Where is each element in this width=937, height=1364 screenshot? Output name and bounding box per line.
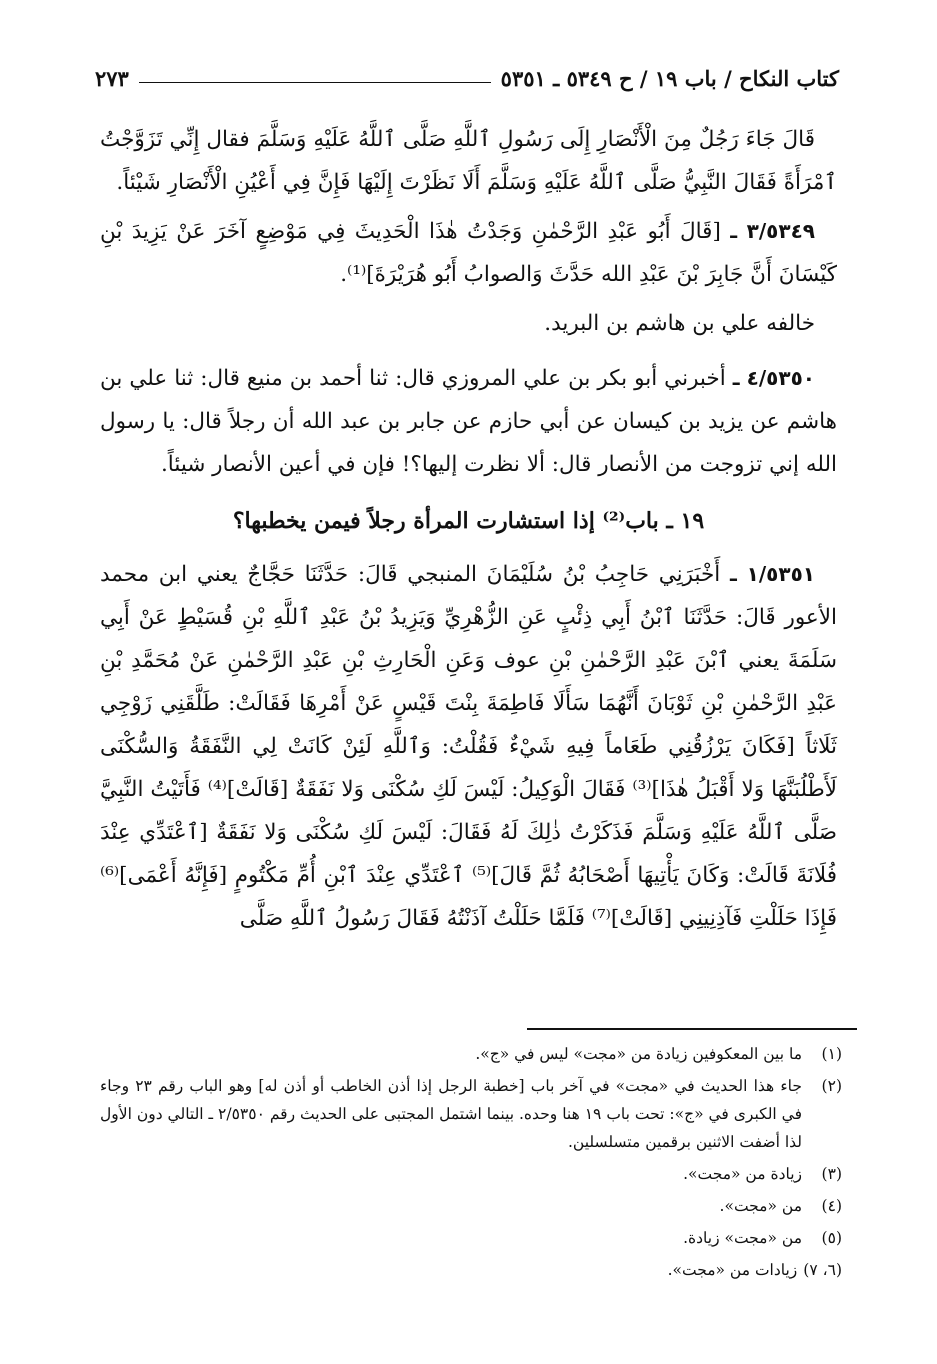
footnote <box>100 1072 842 1156</box>
footnote <box>100 1256 842 1284</box>
paragraph-text: خالفه علي بن هاشم بن البريد. <box>544 311 815 336</box>
footnote <box>100 1160 842 1188</box>
running-header <box>95 60 839 96</box>
paragraph-continuation <box>100 118 837 204</box>
paragraph-text: قَالَ جَاءَ رَجُلٌ مِنَ الْأَنْصَارِ إِلَى رَسُولِ ٱللَّهِ صَلَّى ٱللَّهُ عَلَيْهِ وَسَلَّمَ فقال إِنِّي تَزَوَّجْتُ ٱمْرَأَةً فَقَالَ النَّبِيُّ صَلَّى ٱللَّهُ عَلَيْهِ وَسَلَّمَ أَلَا نَظَرْتَ إِلَيْهَا فَإِنَّ فِي أَعْيُنِ الْأَنْصَارِ شَيْئاً. <box>100 127 837 195</box>
footnote <box>100 1224 842 1252</box>
hadith-5351 <box>100 553 837 940</box>
footnote-number: (٤) <box>821 1197 842 1215</box>
hadith-number: ١/٥٣٥١ ـ <box>729 562 815 586</box>
paragraph-note <box>100 302 837 345</box>
header-rule <box>139 82 491 83</box>
footnote-text: زيادات من «مجت». <box>667 1261 798 1279</box>
body-text <box>100 118 837 946</box>
footnote-text: زيادة من «مجت». <box>683 1165 802 1183</box>
hadith-number: ٣/٥٣٤٩ ـ <box>730 219 815 243</box>
footnote-text: من «مجت» زيادة. <box>683 1229 802 1247</box>
footnotes <box>100 1040 842 1288</box>
footnote <box>100 1040 842 1068</box>
header-title: كتاب النكاح / باب ١٩ / ح ٥٣٤٩ ـ ٥٣٥١ <box>500 65 839 91</box>
footnote-divider <box>527 1028 857 1030</box>
hadith-5349 <box>100 210 837 296</box>
hadith-text: [قَالَ أَبُو عَبْدِ الرَّحْمٰنِ وَجَدْتُ هٰذَا الْحَدِيثَ فِي مَوْضِعٍ آخَرَ عَنْ يَزِيدَ بْنِ كَيْسَانَ أَنَّ جَابِرَ بْنَ عَبْدِ الله حَدَّثَ وَالصوابُ أَبُو هُرَيْرَةَ]⁽¹⁾. <box>100 219 837 287</box>
hadith-text: أَخْبَرَنِي حَاجِبُ بْنُ سُلَيْمَانَ المنبجي قَالَ: حَدَّثَنَا حَجَّاجٌ يعني ابن محمد الأعور قَالَ: حَدَّثَنَا ٱبْنُ أَبِي ذِئْبٍ عَنِ الزُّهْرِيِّ وَيَزِيدُ بْنُ عَبْدِ ٱللَّهِ بْنِ قُسَيْطٍ عَنْ أَبِي سَلَمَةَ يعني ٱبْنَ عَبْدِ الرَّحْمٰنِ بْنِ عوف وَعَنِ الْحَارِثِ بْنِ عَبْدِ الرَّحْمٰنِ عَنْ مُحَمَّدِ بْنِ عَبْدِ الرَّحْمٰنِ بْنِ ثَوْبَانَ أَنَّهُمَا سَأَلَا فَاطِمَةَ بِنْتَ قَيْسٍ عَنْ أَمْرِهَا فَقَالَتْ: طَلَّقَنِي زَوْجِي ثَلَاثاً [فَكَانَ يَرْزُقُنِي طَعَاماً فِيهِ شَيْءٌ فَقُلْتُ: وَٱللَّهِ لَئِنْ كَانَتْ لِي النَّفَقَةُ وَالسُّكْنَى لَأَطْلُبَنَّهَا وَلا أَقْبَلُ هٰذَا]⁽³⁾ فَقَالَ الْوَكِيلُ: لَيْسَ لَكِ سُكْنَى وَلا نَفَقَةٌ [قَالَتْ]⁽⁴⁾ فَأَتَيْتُ النَّبِيَّ صَلَّى ٱللَّهُ عَلَيْهِ وَسَلَّمَ فَذَكَرْتُ ذٰلِكَ لَهُ فَقَالَ: لَيْسَ لَكِ سُكْنَى وَلا نَفَقَةٌ [ٱعْتَدِّي عِنْدَ فُلَانَةَ قَالَتْ: وَكَانَ يَأْتِيهَا أَصْحَابُهُ ثُمَّ قَالَ]⁽⁵⁾ ٱعْتَدِّي عِنْدَ ٱبْنِ أُمِّ مَكْتُومٍ [فَإِنَّهُ أَعْمَى]⁽⁶⁾ فَإِذَا حَلَلْتِ فَآذِنِينِي [قَالَتْ]⁽⁷⁾ فَلَمَّا حَلَلْتُ آذَنْتُهُ فَقَالَ رَسُولُ ٱللَّهِ صَلَّى <box>100 562 838 931</box>
footnote-number: (٣) <box>821 1165 842 1183</box>
hadith-number: ٤/٥٣٥٠ ـ <box>732 366 815 390</box>
footnote-text: ما بين المعكوفين زيادة من «مجت» ليس في «ج». <box>475 1045 802 1063</box>
footnote <box>100 1192 842 1220</box>
footnote-text: جاء هذا الحديث في «مجت» في آخر باب [خطبة الرجل إذا أذن الخاطب أو أذن له] وهو الباب رقم ٢٣ وجاء في الكبرى في «ج»: تحت باب ١٩ هنا وحده. بينما اشتمل المجتبى على الحديث رقم ٢/٥٣٥٠ ـ التالي دون الأول لذا أضفت الاثنين برقمين متسلسلين. <box>100 1077 802 1151</box>
hadith-text: أخبرني أبو بكر بن علي المروزي قال: ثنا أحمد بن منيع قال: ثنا علي بن هاشم عن يزيد بن كيسان عن أبي حازم عن جابر بن عبد الله أن رجلاً قال: يا رسول الله إني تزوجت من الأنصار قال: ألا نظرت إليها؟! فإن في أعين الأنصار شيئاً. <box>100 366 837 477</box>
footnote-number: (١) <box>821 1045 842 1063</box>
footnote-number: (٥) <box>821 1229 842 1247</box>
footnote-number: (٦، ٧) <box>803 1261 842 1279</box>
footnote-number: (٢) <box>821 1077 842 1095</box>
page-number: ٢٧٣ <box>95 65 129 91</box>
footnote-text: من «مجت». <box>719 1197 802 1215</box>
hadith-5350 <box>100 357 837 486</box>
chapter-title: ١٩ ـ باب⁽²⁾ إذا استشارت المرأة رجلاً فيمن يخطبها؟ <box>232 508 705 534</box>
